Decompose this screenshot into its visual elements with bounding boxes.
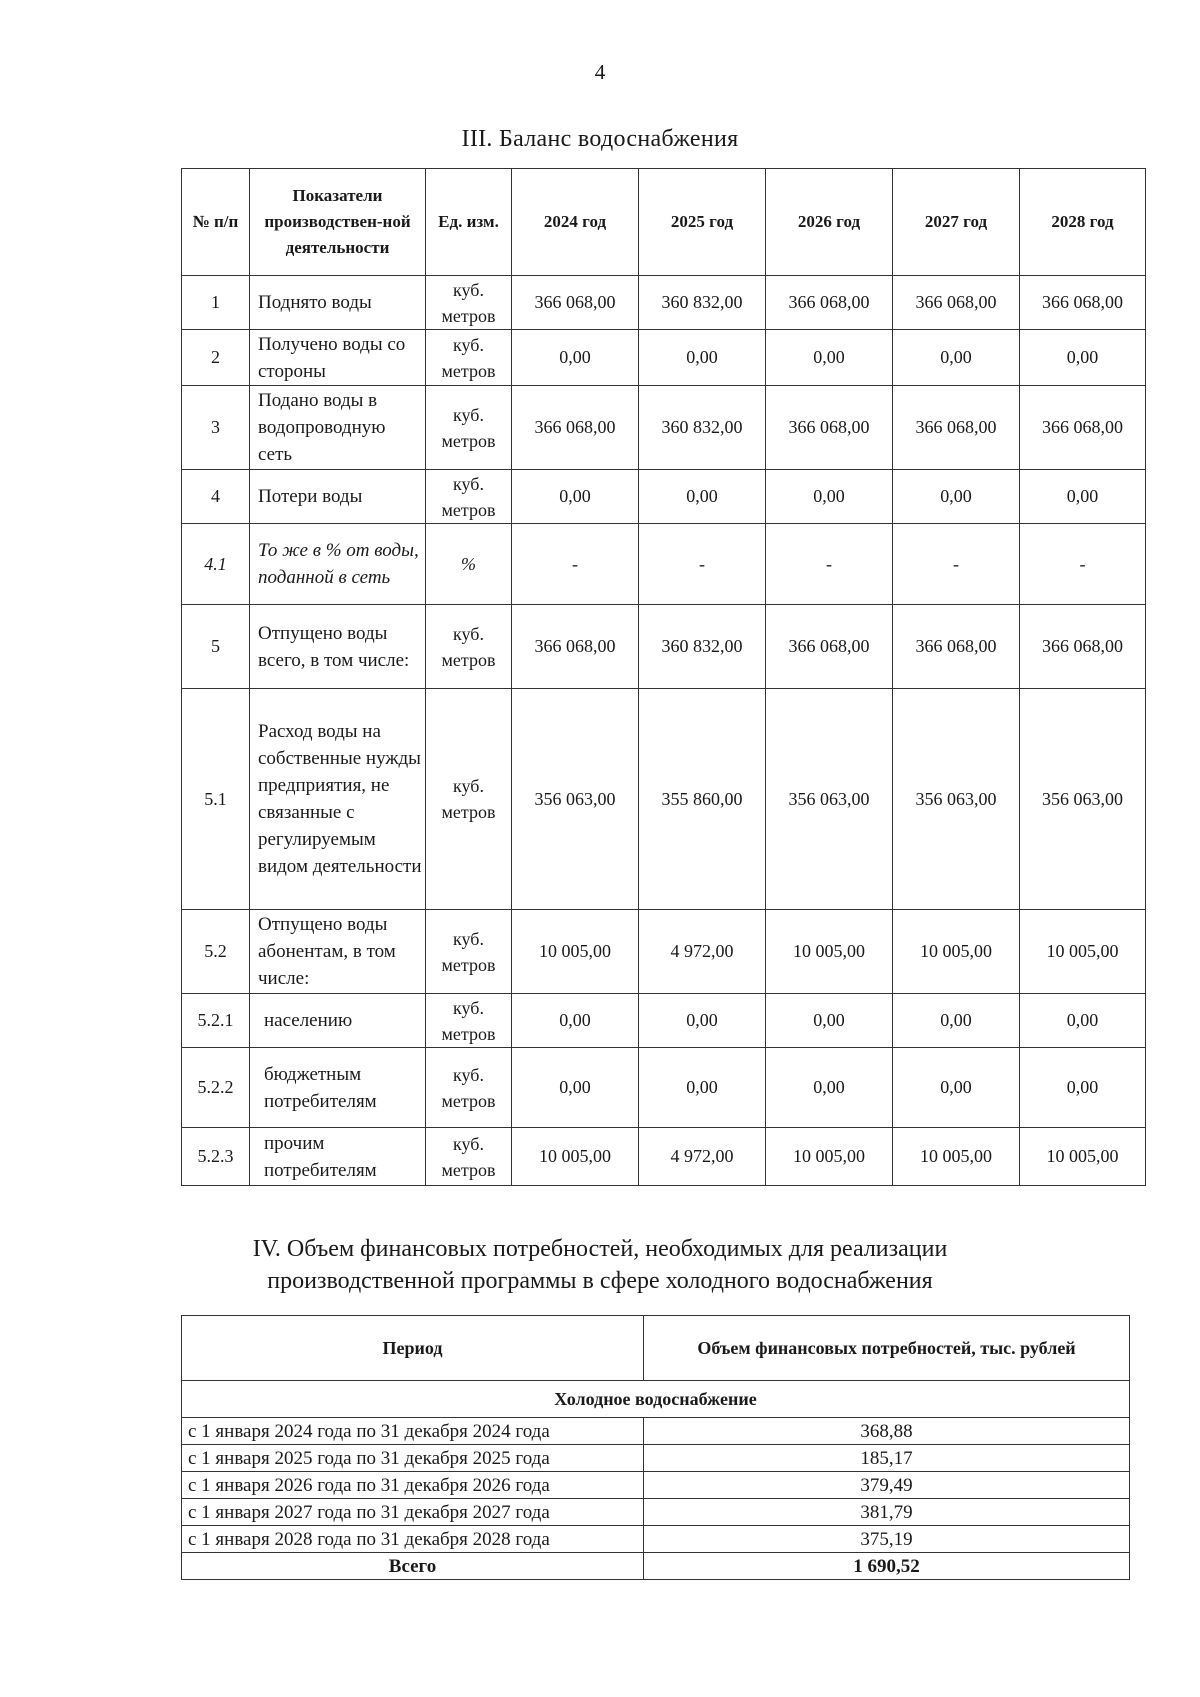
financial-needs-table [181,1315,1130,1580]
section-4-title-line-2: производственной программы в сфере холодного водоснабжения [267,1268,933,1294]
row-name: Отпущено воды всего, в том числе: [250,605,426,689]
table-row [182,1418,1130,1445]
amount-cell: 368,88 [644,1418,1130,1445]
row-value: 356 063,00 [512,689,639,910]
row-value: 10 005,00 [766,1128,893,1186]
row-value: 10 005,00 [1020,910,1146,994]
section-4-title [0,1233,1200,1297]
period-cell: с 1 января 2028 года по 31 декабря 2028 года [182,1526,644,1553]
header-indicator: Показатели производствен-ной деятельности [250,169,426,276]
header-year: 2026 год [766,169,893,276]
row-unit: куб. метров [426,689,512,910]
row-num: 5.2.2 [182,1048,250,1128]
row-value: 0,00 [766,470,893,524]
row-unit: куб. метров [426,994,512,1048]
row-name: Поднято воды [250,276,426,330]
section-4-title-line-1: IV. Объем финансовых потребностей, необходимых для реализации [252,1236,948,1262]
row-value: 0,00 [893,470,1020,524]
row-value: 0,00 [1020,330,1146,386]
row-value: 366 068,00 [1020,386,1146,470]
header-year: 2027 год [893,169,1020,276]
row-value: 0,00 [639,994,766,1048]
table-row [182,689,1146,910]
row-name: То же в % от воды, поданной в сеть [250,524,426,605]
row-unit: куб. метров [426,470,512,524]
table-header-row [182,169,1146,276]
row-value: 360 832,00 [639,605,766,689]
row-unit: куб. метров [426,910,512,994]
row-value: 366 068,00 [893,386,1020,470]
row-value: 0,00 [639,470,766,524]
row-value: 366 068,00 [766,605,893,689]
row-value: 0,00 [1020,1048,1146,1128]
row-value: - [1020,524,1146,605]
row-value: 366 068,00 [1020,276,1146,330]
section-3-title: III. Баланс водоснабжения [461,126,739,152]
row-value: 366 068,00 [766,276,893,330]
period-cell: с 1 января 2027 года по 31 декабря 2027 года [182,1499,644,1526]
row-num: 5.2 [182,910,250,994]
row-num: 5.2.1 [182,994,250,1048]
row-value: - [639,524,766,605]
row-value: 356 063,00 [766,689,893,910]
total-label: Всего [182,1553,644,1580]
row-value: 366 068,00 [512,386,639,470]
row-name: Расход воды на собственные нужды предприятия, не связанные с регулируемым видом деятельности [250,689,426,910]
row-value: 0,00 [1020,994,1146,1048]
row-unit: куб. метров [426,276,512,330]
row-value: 0,00 [893,1048,1020,1128]
row-value: 0,00 [766,330,893,386]
row-value: 360 832,00 [639,386,766,470]
row-value: - [893,524,1020,605]
total-row [182,1553,1130,1580]
page-number: 4 [594,60,606,84]
total-amount: 1 690,52 [644,1553,1130,1580]
table-row [182,1048,1146,1128]
table-row [182,1499,1130,1526]
header-num: № п/п [182,169,250,276]
row-value: 360 832,00 [639,276,766,330]
row-unit: куб. метров [426,386,512,470]
row-unit: % [426,524,512,605]
row-value: - [766,524,893,605]
row-value: 4 972,00 [639,910,766,994]
row-value: 0,00 [512,330,639,386]
table-row [182,470,1146,524]
amount-cell: 185,17 [644,1445,1130,1472]
row-value: 0,00 [1020,470,1146,524]
row-value: 0,00 [639,330,766,386]
table-row [182,276,1146,330]
row-value: 10 005,00 [512,910,639,994]
table-row [182,524,1146,605]
row-value: 355 860,00 [639,689,766,910]
row-name: бюджетным потребителям [250,1048,426,1128]
row-value: 366 068,00 [766,386,893,470]
row-num: 4.1 [182,524,250,605]
row-value: 366 068,00 [512,276,639,330]
header-period: Период [182,1316,644,1381]
row-value: 0,00 [893,994,1020,1048]
row-value: 366 068,00 [893,276,1020,330]
row-num: 5.1 [182,689,250,910]
table-row [182,330,1146,386]
row-value: 366 068,00 [512,605,639,689]
table-row [182,1526,1130,1553]
period-cell: с 1 января 2025 года по 31 декабря 2025 года [182,1445,644,1472]
row-value: 10 005,00 [512,1128,639,1186]
period-cell: с 1 января 2024 года по 31 декабря 2024 года [182,1418,644,1445]
table-row [182,1445,1130,1472]
row-value: 366 068,00 [1020,605,1146,689]
row-value: 0,00 [639,1048,766,1128]
row-value: 356 063,00 [893,689,1020,910]
row-value: 10 005,00 [893,910,1020,994]
row-value: 10 005,00 [1020,1128,1146,1186]
row-value: 0,00 [893,330,1020,386]
row-value: 0,00 [766,994,893,1048]
row-unit: куб. метров [426,605,512,689]
row-value: 366 068,00 [893,605,1020,689]
row-name: населению [250,994,426,1048]
row-num: 3 [182,386,250,470]
row-num: 2 [182,330,250,386]
table-row [182,1128,1146,1186]
row-value: 0,00 [766,1048,893,1128]
row-value: - [512,524,639,605]
table-row [182,994,1146,1048]
group-row [182,1381,1130,1418]
row-unit: куб. метров [426,1128,512,1186]
amount-cell: 375,19 [644,1526,1130,1553]
row-value: 4 972,00 [639,1128,766,1186]
water-balance-table [181,168,1146,1186]
row-name: Получено воды со стороны [250,330,426,386]
row-num: 4 [182,470,250,524]
row-unit: куб. метров [426,1048,512,1128]
header-year: 2024 год [512,169,639,276]
row-value: 0,00 [512,1048,639,1128]
row-num: 5.2.3 [182,1128,250,1186]
row-value: 10 005,00 [893,1128,1020,1186]
header-unit: Ед. изм. [426,169,512,276]
table-row [182,605,1146,689]
row-name: прочим потребителям [250,1128,426,1186]
table-row [182,1472,1130,1499]
amount-cell: 381,79 [644,1499,1130,1526]
table-row [182,910,1146,994]
row-name: Отпущено воды абонентам, в том числе: [250,910,426,994]
group-label: Холодное водоснабжение [182,1381,1130,1418]
row-name: Потери воды [250,470,426,524]
row-value: 0,00 [512,994,639,1048]
header-amount: Объем финансовых потребностей, тыс. рублей [644,1316,1130,1381]
row-value: 356 063,00 [1020,689,1146,910]
header-year: 2028 год [1020,169,1146,276]
row-value: 10 005,00 [766,910,893,994]
row-num: 1 [182,276,250,330]
row-num: 5 [182,605,250,689]
row-unit: куб. метров [426,330,512,386]
row-name: Подано воды в водопроводную сеть [250,386,426,470]
amount-cell: 379,49 [644,1472,1130,1499]
table-row [182,386,1146,470]
table-header-row [182,1316,1130,1381]
header-year: 2025 год [639,169,766,276]
period-cell: с 1 января 2026 года по 31 декабря 2026 года [182,1472,644,1499]
row-value: 0,00 [512,470,639,524]
